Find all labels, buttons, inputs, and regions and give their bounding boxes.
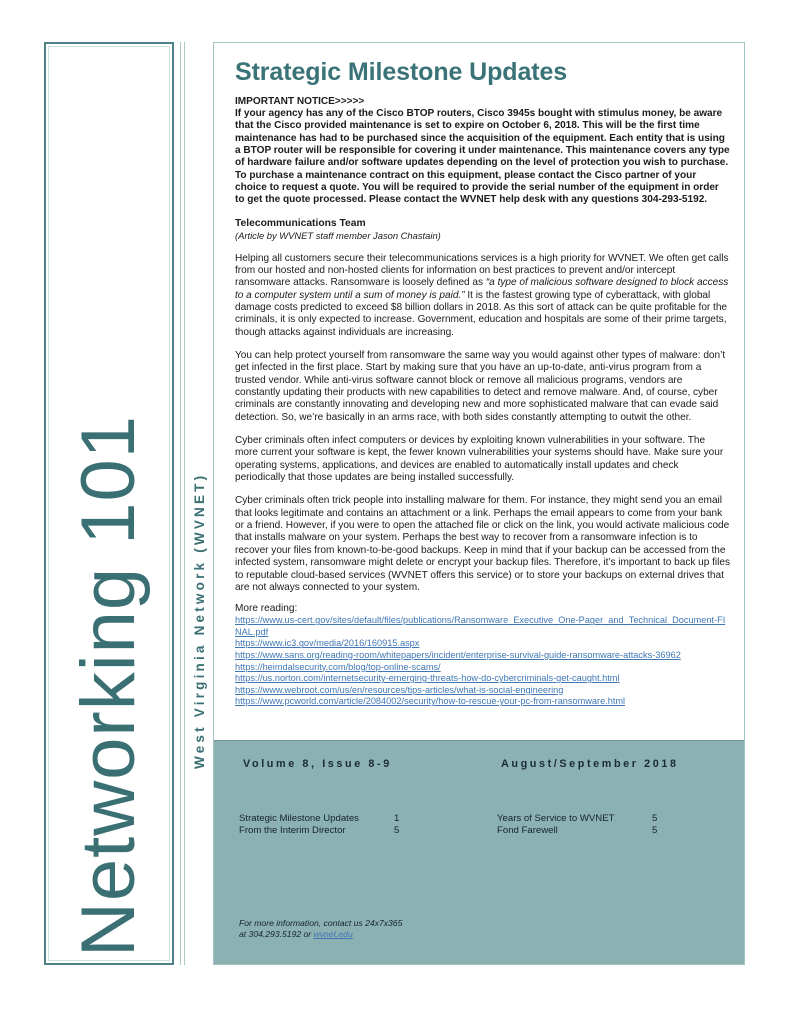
list-item[interactable]: https://www.pcworld.com/article/2084002/security/how-to-rescue-your-pc-from-ransomware.html [235, 696, 626, 707]
masthead-divider-inner [184, 42, 185, 965]
contact-footer-prefix: at 304.293.5192 or [239, 929, 314, 939]
publication-subtitle-rotator [186, 42, 212, 965]
important-notice-block [235, 96, 730, 207]
article-body [214, 43, 744, 708]
wvnet-website-link[interactable]: wvnet.edu [313, 929, 353, 939]
list-item[interactable]: https://www.ic3.gov/media/2016/160915.aspx [235, 638, 420, 649]
content-frame [213, 42, 745, 965]
toc-entry-title: Years of Service to WVNET [497, 813, 615, 824]
table-row[interactable] [239, 813, 479, 825]
toc-entry-title: Strategic Milestone Updates [239, 813, 359, 824]
list-item[interactable]: https://heimdalsecurity.com/blog/top-online-scams/ [235, 661, 441, 672]
publication-title [46, 44, 172, 967]
table-of-contents [214, 770, 744, 838]
table-row[interactable] [239, 825, 479, 837]
issue-date-column [479, 758, 744, 770]
toc-entry-page: 5 [394, 825, 400, 837]
list-item[interactable]: https://us.norton.com/internetsecurity-emerging-threats-how-do-cybercriminals-get-caught.html [235, 673, 620, 684]
toc-entry-page: 5 [652, 825, 658, 837]
article-heading: Strategic Milestone Updates [235, 58, 568, 86]
table-row[interactable] [497, 813, 744, 825]
paragraph-protect-yourself: You can help protect yourself from ransomware the same way you would against other types of malware: don’t get infected in the first place. Start by making sure that you have an up-to-date, anti-virus program from a trusted vendor. While anti-virus software cannot block or remove all malicious programs, vendors are constantly updating their products with new capabilities to detect and remove malware. And, of course, cyber criminals are constantly innovating and developing new and more sophisticated malware that can evade said detection. So, we’re basically in an arms race, with both sides constantly attempting to outwit the other. [235, 350, 726, 423]
table-row[interactable] [497, 825, 744, 837]
paragraph-phishing-backups: Cyber criminals often trick people into installing malware for them. For instance, they might send you an email that looks legitimate and contains an attachment or a link. Perhaps the email appears to come from your bank or a friend. However, if you were to open the attached file or click on the link, you would activate malicious code that installs malware on your system. Perhaps the best way to recover from a ransomware infection is to recover your files from known-to-be-good backups. Keep in mind that if your backup can be accessed from the infected system, ransomware might delete or encrypt your backup files. Therefore, it’s important to back up files to reputable cloud-based services (WVNET offers this service) or to store your backups on external drives that are not always connected to your system. [235, 495, 730, 593]
article-byline: (Article by WVNET staff member Jason Chastain) [235, 229, 441, 241]
publication-subtitle [186, 42, 212, 965]
publication-subtitle-text: West Virginia Network (WVNET) [191, 472, 207, 769]
important-notice-label: IMPORTANT NOTICE>>>>> [235, 95, 365, 107]
publication-title-text: Networking 101 [66, 414, 151, 957]
paragraph-1-part-b: It is the fastest growing type of cyberattack, with global damage costs predicted to exceed $8 billion dollars in 2018. As this sort of attack can be quite profitable for the criminals, it is only expected to increase. Government, education and hospitals are some of their prime targets, though attacks against individuals are increasing. [235, 289, 728, 338]
important-notice-body: If your agency has any of the Cisco BTOP routers, Cisco 3945s bought with stimulus money, be aware that the Cisco provided maintenance is set to expire on October 6, 2018. This will be the first time maintenance has had to be purchased since the acquisition of the equipment. Each entity that is using a BTOP router will be responsible for covering it under maintenance. This maintenance covers any type of hardware failure and/or software updates depending on the level of protection you wish to purchase. To purchase a maintenance contract on this equipment, please contact the Cisco partner of your choice to request a quote. You will be required to provide the serial number of the equipment in order to get the quote processed. Please contact the WVNET help desk with any questions 304-293-5192. [235, 107, 730, 206]
list-item[interactable]: https://www.sans.org/reading-room/whitepapers/incident/enterprise-survival-guide-ransomware-attacks-36962 [235, 649, 681, 660]
more-reading-links [235, 615, 730, 708]
issue-date-label: August/September 2018 [501, 758, 679, 770]
ransomware-definition-quote: “a type of malicious software designed to block access to a computer system until a sum of money is paid.” [235, 277, 729, 301]
list-item[interactable]: https://www.us-cert.gov/sites/default/files/publications/Ransomware_Executive_One-Pager_and_Technical_Document-FINAL.pdf [235, 615, 726, 637]
issue-info-panel [214, 740, 744, 964]
toc-column-right [479, 813, 744, 838]
issue-volume-label: Volume 8, Issue 8-9 [243, 758, 392, 770]
paragraph-vulnerabilities: Cyber criminals often infect computers or devices by exploiting known vulnerabilities in your software. The more current your software is kept, the fewer known vulnerabilities your systems should have. Make sure your operating systems, applications, and devices are enabled to automatically install updates and check periodically that those updates are being installed successfully. [235, 435, 724, 484]
paragraph-1-part-a: Helping all customers secure their telecommunications services is a high priority for WVNET. We often get calls from our hosted and non-hosted clients for information on best practices to prevent and/or intercept ransomware attacks. Ransomware is loosely defined as [235, 252, 729, 289]
toc-column-left [214, 813, 479, 838]
toc-entry-title: From the Interim Director [239, 825, 346, 837]
section-heading-telecom: Telecommunications Team [235, 217, 366, 229]
toc-entry-page: 1 [394, 813, 400, 824]
more-reading-label: More reading: [235, 603, 298, 615]
masthead-panel [44, 42, 174, 965]
issue-volume-column [214, 758, 479, 770]
list-item[interactable]: https://www.webroot.com/us/en/resources/tips-articles/what-is-social-engineering [235, 684, 564, 695]
paragraph-ransomware-intro [235, 253, 730, 339]
contact-footer-line1: For more information, contact us 24x7x365 [239, 918, 403, 928]
toc-entry-page: 5 [652, 813, 658, 824]
issue-header-row [214, 741, 744, 770]
toc-entry-title: Fond Farewell [497, 825, 558, 837]
contact-footer-line2 [239, 929, 402, 940]
masthead-divider-outer [180, 42, 181, 965]
contact-footer [239, 918, 402, 940]
